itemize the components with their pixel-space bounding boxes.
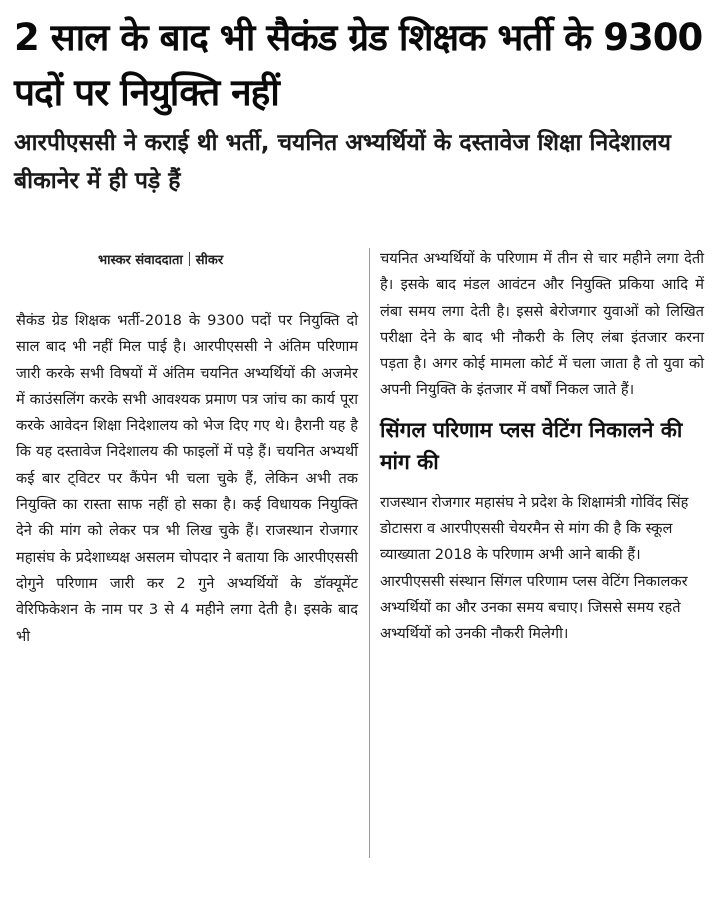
right-column <box>380 246 704 648</box>
section-subheading: सिंगल परिणाम प्लस वेटिंग निकालने की मांग की <box>380 417 683 474</box>
byline-location: सीकर <box>195 253 224 268</box>
byline-reporter: भास्कर संवाददाता <box>98 253 183 268</box>
column-divider <box>369 248 370 858</box>
right-column-text: चयनित अभ्यर्थियों के परिणाम में तीन से चार महीने लगा देती है। इसके बाद मंडल आवंटन और नियुक्ति प्रकिया आदि में लंबा समय लगा देती है। इससे बेरोजगार युवाओं को लिखित परीक्षा देने के बाद भी नौकरी के लिए लंबा इंतजार करना पड़ता है। अगर कोई मामला कोर्ट में चला जाता है तो युवा को अपनी नियुक्ति के इंतजार में वर्षों निकल जाते हैं। <box>380 250 704 399</box>
subheading-text: राजस्थान रोजगार महासंघ ने प्रदेश के शिक्षामंत्री गोविंद सिंह डोटासरा व आरपीएससी चेयरमैन से मांग की है कि स्कूल व्याख्याता 2018 के परिणाम अभी आने बाकी हैं। आरपीएससी संस्थान सिंगल परिणाम प्लस वेटिंग निकालकर अभ्यर्थियों का और उनका समय बचाए। जिससे समय रहते अभ्यर्थियों को उनकी नौकरी मिलेगी। <box>380 493 689 643</box>
subheadline: आरपीएससी ने कराई थी भर्ती, चयनित अभ्यर्थियों के दस्तावेज शिक्षा निदेशालय बीकानेर में ही पड़े हैं <box>14 130 671 194</box>
byline-separator <box>189 252 190 266</box>
left-column <box>16 246 358 650</box>
byline <box>98 250 358 272</box>
headline: 2 साल के बाद भी सैकंड ग्रेड शिक्षक भर्ती के 9300 पदों पर नियुक्ति नहीं <box>14 16 703 114</box>
article-body <box>16 246 704 896</box>
left-column-text: सैकंड ग्रेड शिक्षक भर्ती-2018 के 9300 पदों पर नियुक्ति दो साल बाद भी नहीं मिल पाई है। आरपीएससी ने अंतिम परिणाम जारी करके सभी विषयों में अंतिम चयनित अभ्यर्थियों की अजमेर में काउंसलिंग करके सभी आवश्यक प्रमाण पत्र जांच का कार्य पूरा करके आवेदन शिक्षा निदेशालय को भेज दिए गए थे। हैरानी यह है कि यह दस्तावेज निदेशालय की फाइलों में पड़े हैं। चयनित अभ्यर्थी कई बार ट्विटर पर कैंपेन भी चला चुके हैं, लेकिन अभी तक नियुक्ति का रास्ता साफ नहीं हो सका है। कई विधायक नियुक्ति देने की मांग को लेकर पत्र भी लिख चुके हैं। राजस्थान रोजगार महासंघ के प्रदेशाध्यक्ष असलम चोपदार ने बताया कि आरपीएससी दोगुने परिणाम जारी कर 2 गुने अभ्यर्थियों के डॉक्यूमेंट वेरिफिकेशन के नाम पर 3 से 4 महीने लगा देती है। इसके बाद भी <box>16 312 358 645</box>
